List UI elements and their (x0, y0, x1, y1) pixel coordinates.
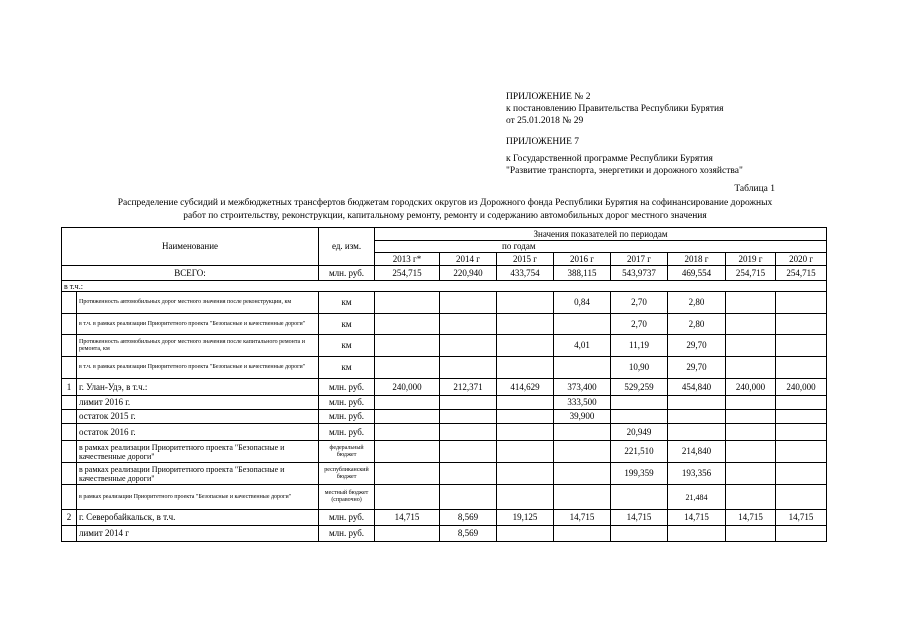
cell (726, 485, 776, 510)
row-unit: км (319, 335, 375, 357)
cell (776, 441, 827, 463)
table-row (62, 292, 827, 314)
year-header: 2016 г (554, 253, 611, 266)
cell: 454,840 (668, 379, 726, 396)
row-name: в т.ч. в рамках реализации Приоритетного проекта "Безопасные и качественные дороги" (77, 314, 319, 335)
cell (440, 463, 497, 485)
cell (375, 463, 440, 485)
row-num (62, 335, 77, 357)
header-values: Значения показателей по периодам (375, 228, 827, 241)
cell (776, 314, 827, 335)
cell (776, 396, 827, 410)
cell (440, 441, 497, 463)
cell (726, 314, 776, 335)
row-name: остаток 2016 г. (77, 424, 319, 441)
table-row (62, 314, 827, 335)
cell: 240,000 (726, 379, 776, 396)
cell: 2,80 (668, 314, 726, 335)
row-name: в т.ч. в рамках реализации Приоритетного проекта "Безопасные и качественные дороги" (77, 357, 319, 379)
row-unit: местный бюджет (справочно) (319, 485, 375, 510)
cell (440, 357, 497, 379)
cell (726, 292, 776, 314)
cell (375, 357, 440, 379)
row-num (62, 441, 77, 463)
cell (375, 441, 440, 463)
row-num (62, 314, 77, 335)
cell (375, 292, 440, 314)
cell: 254,715 (726, 266, 776, 281)
cell (726, 396, 776, 410)
table-row (62, 424, 827, 441)
cell (668, 526, 726, 542)
cell: 2,80 (668, 292, 726, 314)
cell (611, 526, 668, 542)
cell (776, 335, 827, 357)
row-name: в рамках реализации Приоритетного проекта "Безопасные и качественные дороги" (77, 441, 319, 463)
cell (776, 410, 827, 424)
table-label: Таблица 1 (734, 184, 775, 194)
cell (497, 424, 554, 441)
cell: 333,500 (554, 396, 611, 410)
row-name: Протяженность автомобильных дорог местного значения после реконструкции, км (77, 292, 319, 314)
cell (726, 424, 776, 441)
cell: 19,125 (497, 510, 554, 526)
cell (611, 485, 668, 510)
title-line-1: Распределение субсидий и межбюджетных трансфертов бюджетам городских округов из Дорожного фонда Республики Бурятия на софинансирование дорожных (117, 198, 773, 208)
row-name: г. Северобайкальск, в т.ч. (77, 510, 319, 526)
row-name: ВСЕГО: (62, 266, 319, 281)
row-unit: млн. руб. (319, 526, 375, 542)
row-num (62, 357, 77, 379)
row-unit: км (319, 357, 375, 379)
row-unit: млн. руб. (319, 266, 375, 281)
cell (497, 357, 554, 379)
year-header: 2015 г (497, 253, 554, 266)
cell: 240,000 (776, 379, 827, 396)
cell: 221,510 (611, 441, 668, 463)
cell: 14,715 (611, 510, 668, 526)
cell: 254,715 (776, 266, 827, 281)
row-num (62, 424, 77, 441)
cell: 10,90 (611, 357, 668, 379)
cell: 2,70 (611, 314, 668, 335)
table-row (62, 396, 827, 410)
cell (726, 463, 776, 485)
cell (554, 485, 611, 510)
cell (497, 485, 554, 510)
cell: 8,569 (440, 510, 497, 526)
row-unit: млн. руб. (319, 510, 375, 526)
cell (776, 424, 827, 441)
year-header: 2014 г (440, 253, 497, 266)
cell: 8,569 (440, 526, 497, 542)
cell: 29,70 (668, 357, 726, 379)
table-row (62, 281, 827, 292)
cell (375, 485, 440, 510)
cell: 433,754 (497, 266, 554, 281)
cell (726, 441, 776, 463)
cell: 543,9737 (611, 266, 668, 281)
cell: 21,484 (668, 485, 726, 510)
row-num (62, 410, 77, 424)
cell (554, 357, 611, 379)
row-name: в рамках реализации Приоритетного проекта "Безопасные и качественные дороги" (77, 463, 319, 485)
title-line-2: работ по строительству, реконструкции, капитальному ремонту, ремонту и содержанию автомобильных дорог местного значения (183, 211, 707, 221)
row-num: 1 (62, 379, 77, 396)
row-num (62, 485, 77, 510)
cell (497, 292, 554, 314)
cell (554, 314, 611, 335)
cell (497, 441, 554, 463)
table-row (62, 357, 827, 379)
cell (440, 292, 497, 314)
cell (375, 314, 440, 335)
row-name: Протяженность автомобильных дорог местного значения после капитального ремонта и ремонта, км (77, 335, 319, 357)
cell (497, 335, 554, 357)
cell: 4,01 (554, 335, 611, 357)
cell (375, 335, 440, 357)
year-header: 2019 г (726, 253, 776, 266)
cell (776, 357, 827, 379)
cell: 373,400 (554, 379, 611, 396)
cell (440, 396, 497, 410)
cell (497, 463, 554, 485)
cell (440, 424, 497, 441)
cell: 14,715 (668, 510, 726, 526)
table-row (62, 266, 827, 281)
cell (611, 410, 668, 424)
header-by-years: по годам (375, 241, 827, 253)
cell (440, 314, 497, 335)
row-unit: млн. руб. (319, 396, 375, 410)
cell: 529,259 (611, 379, 668, 396)
cell: 14,715 (554, 510, 611, 526)
subsidy-table (61, 227, 827, 542)
header-name: Наименование (62, 228, 319, 266)
cell (668, 424, 726, 441)
cell: 469,554 (668, 266, 726, 281)
year-header: 2017 г (611, 253, 668, 266)
row-name: в т.ч.: (62, 281, 827, 292)
cell (375, 424, 440, 441)
row-unit: км (319, 292, 375, 314)
cell: 14,715 (776, 510, 827, 526)
cell (668, 410, 726, 424)
table-row (62, 463, 827, 485)
cell: 240,000 (375, 379, 440, 396)
cell: 193,356 (668, 463, 726, 485)
row-unit: федеральный бюджет (319, 441, 375, 463)
cell: 254,715 (375, 266, 440, 281)
year-header: 2020 г (776, 253, 827, 266)
row-unit: млн. руб. (319, 410, 375, 424)
cell: 11,19 (611, 335, 668, 357)
table-row (62, 510, 827, 526)
cell (440, 410, 497, 424)
row-name: лимит 2016 г. (77, 396, 319, 410)
cell: 214,840 (668, 441, 726, 463)
cell (554, 424, 611, 441)
cell (776, 485, 827, 510)
cell (726, 357, 776, 379)
row-num (62, 292, 77, 314)
cell: 212,371 (440, 379, 497, 396)
cell (554, 526, 611, 542)
year-header: 2013 г* (375, 253, 440, 266)
cell: 39,900 (554, 410, 611, 424)
row-unit: млн. руб. (319, 424, 375, 441)
cell (375, 410, 440, 424)
row-unit: млн. руб. (319, 379, 375, 396)
row-name: лимит 2014 г (77, 526, 319, 542)
cell (554, 463, 611, 485)
program-name: "Развитие транспорта, энергетики и дорожного хозяйства" (506, 166, 743, 176)
table-row (62, 485, 827, 510)
appendix-7-title: ПРИЛОЖЕНИЕ 7 (506, 137, 580, 147)
cell: 2,70 (611, 292, 668, 314)
cell (668, 396, 726, 410)
cell: 414,629 (497, 379, 554, 396)
row-unit: республиканский бюджет (319, 463, 375, 485)
cell (726, 526, 776, 542)
document-title (60, 197, 830, 223)
cell (726, 335, 776, 357)
row-num: 2 (62, 510, 77, 526)
table-row (62, 410, 827, 424)
row-num (62, 463, 77, 485)
cell (776, 292, 827, 314)
row-name: г. Улан-Удэ, в т.ч.: (77, 379, 319, 396)
year-header: 2018 г (668, 253, 726, 266)
table-row (62, 335, 827, 357)
cell (440, 485, 497, 510)
cell: 388,115 (554, 266, 611, 281)
cell (497, 314, 554, 335)
cell (497, 526, 554, 542)
cell (375, 526, 440, 542)
row-name: остаток 2015 г. (77, 410, 319, 424)
row-num (62, 396, 77, 410)
cell (440, 335, 497, 357)
table-row (62, 379, 827, 396)
cell (375, 396, 440, 410)
cell (554, 441, 611, 463)
row-num (62, 526, 77, 542)
cell (776, 526, 827, 542)
cell (497, 396, 554, 410)
appendix-2-reference: к постановлению Правительства Республики Бурятия (506, 104, 724, 114)
appendix-2-date: от 25.01.2018 № 29 (506, 116, 584, 126)
row-name: в рамках реализации Приоритетного проекта "Безопасные и качественные дороги" (77, 485, 319, 510)
cell: 20,949 (611, 424, 668, 441)
table-row (62, 441, 827, 463)
appendix-7-reference: к Государственной программе Республики Бурятия (506, 154, 713, 164)
cell (776, 463, 827, 485)
cell: 14,715 (375, 510, 440, 526)
cell (726, 410, 776, 424)
cell: 29,70 (668, 335, 726, 357)
row-unit: км (319, 314, 375, 335)
appendix-2-title: ПРИЛОЖЕНИЕ № 2 (506, 92, 591, 102)
cell: 199,359 (611, 463, 668, 485)
cell: 14,715 (726, 510, 776, 526)
cell: 0,84 (554, 292, 611, 314)
table-row (62, 526, 827, 542)
cell (497, 410, 554, 424)
cell: 220,940 (440, 266, 497, 281)
header-unit: ед. изм. (319, 228, 375, 266)
cell (611, 396, 668, 410)
